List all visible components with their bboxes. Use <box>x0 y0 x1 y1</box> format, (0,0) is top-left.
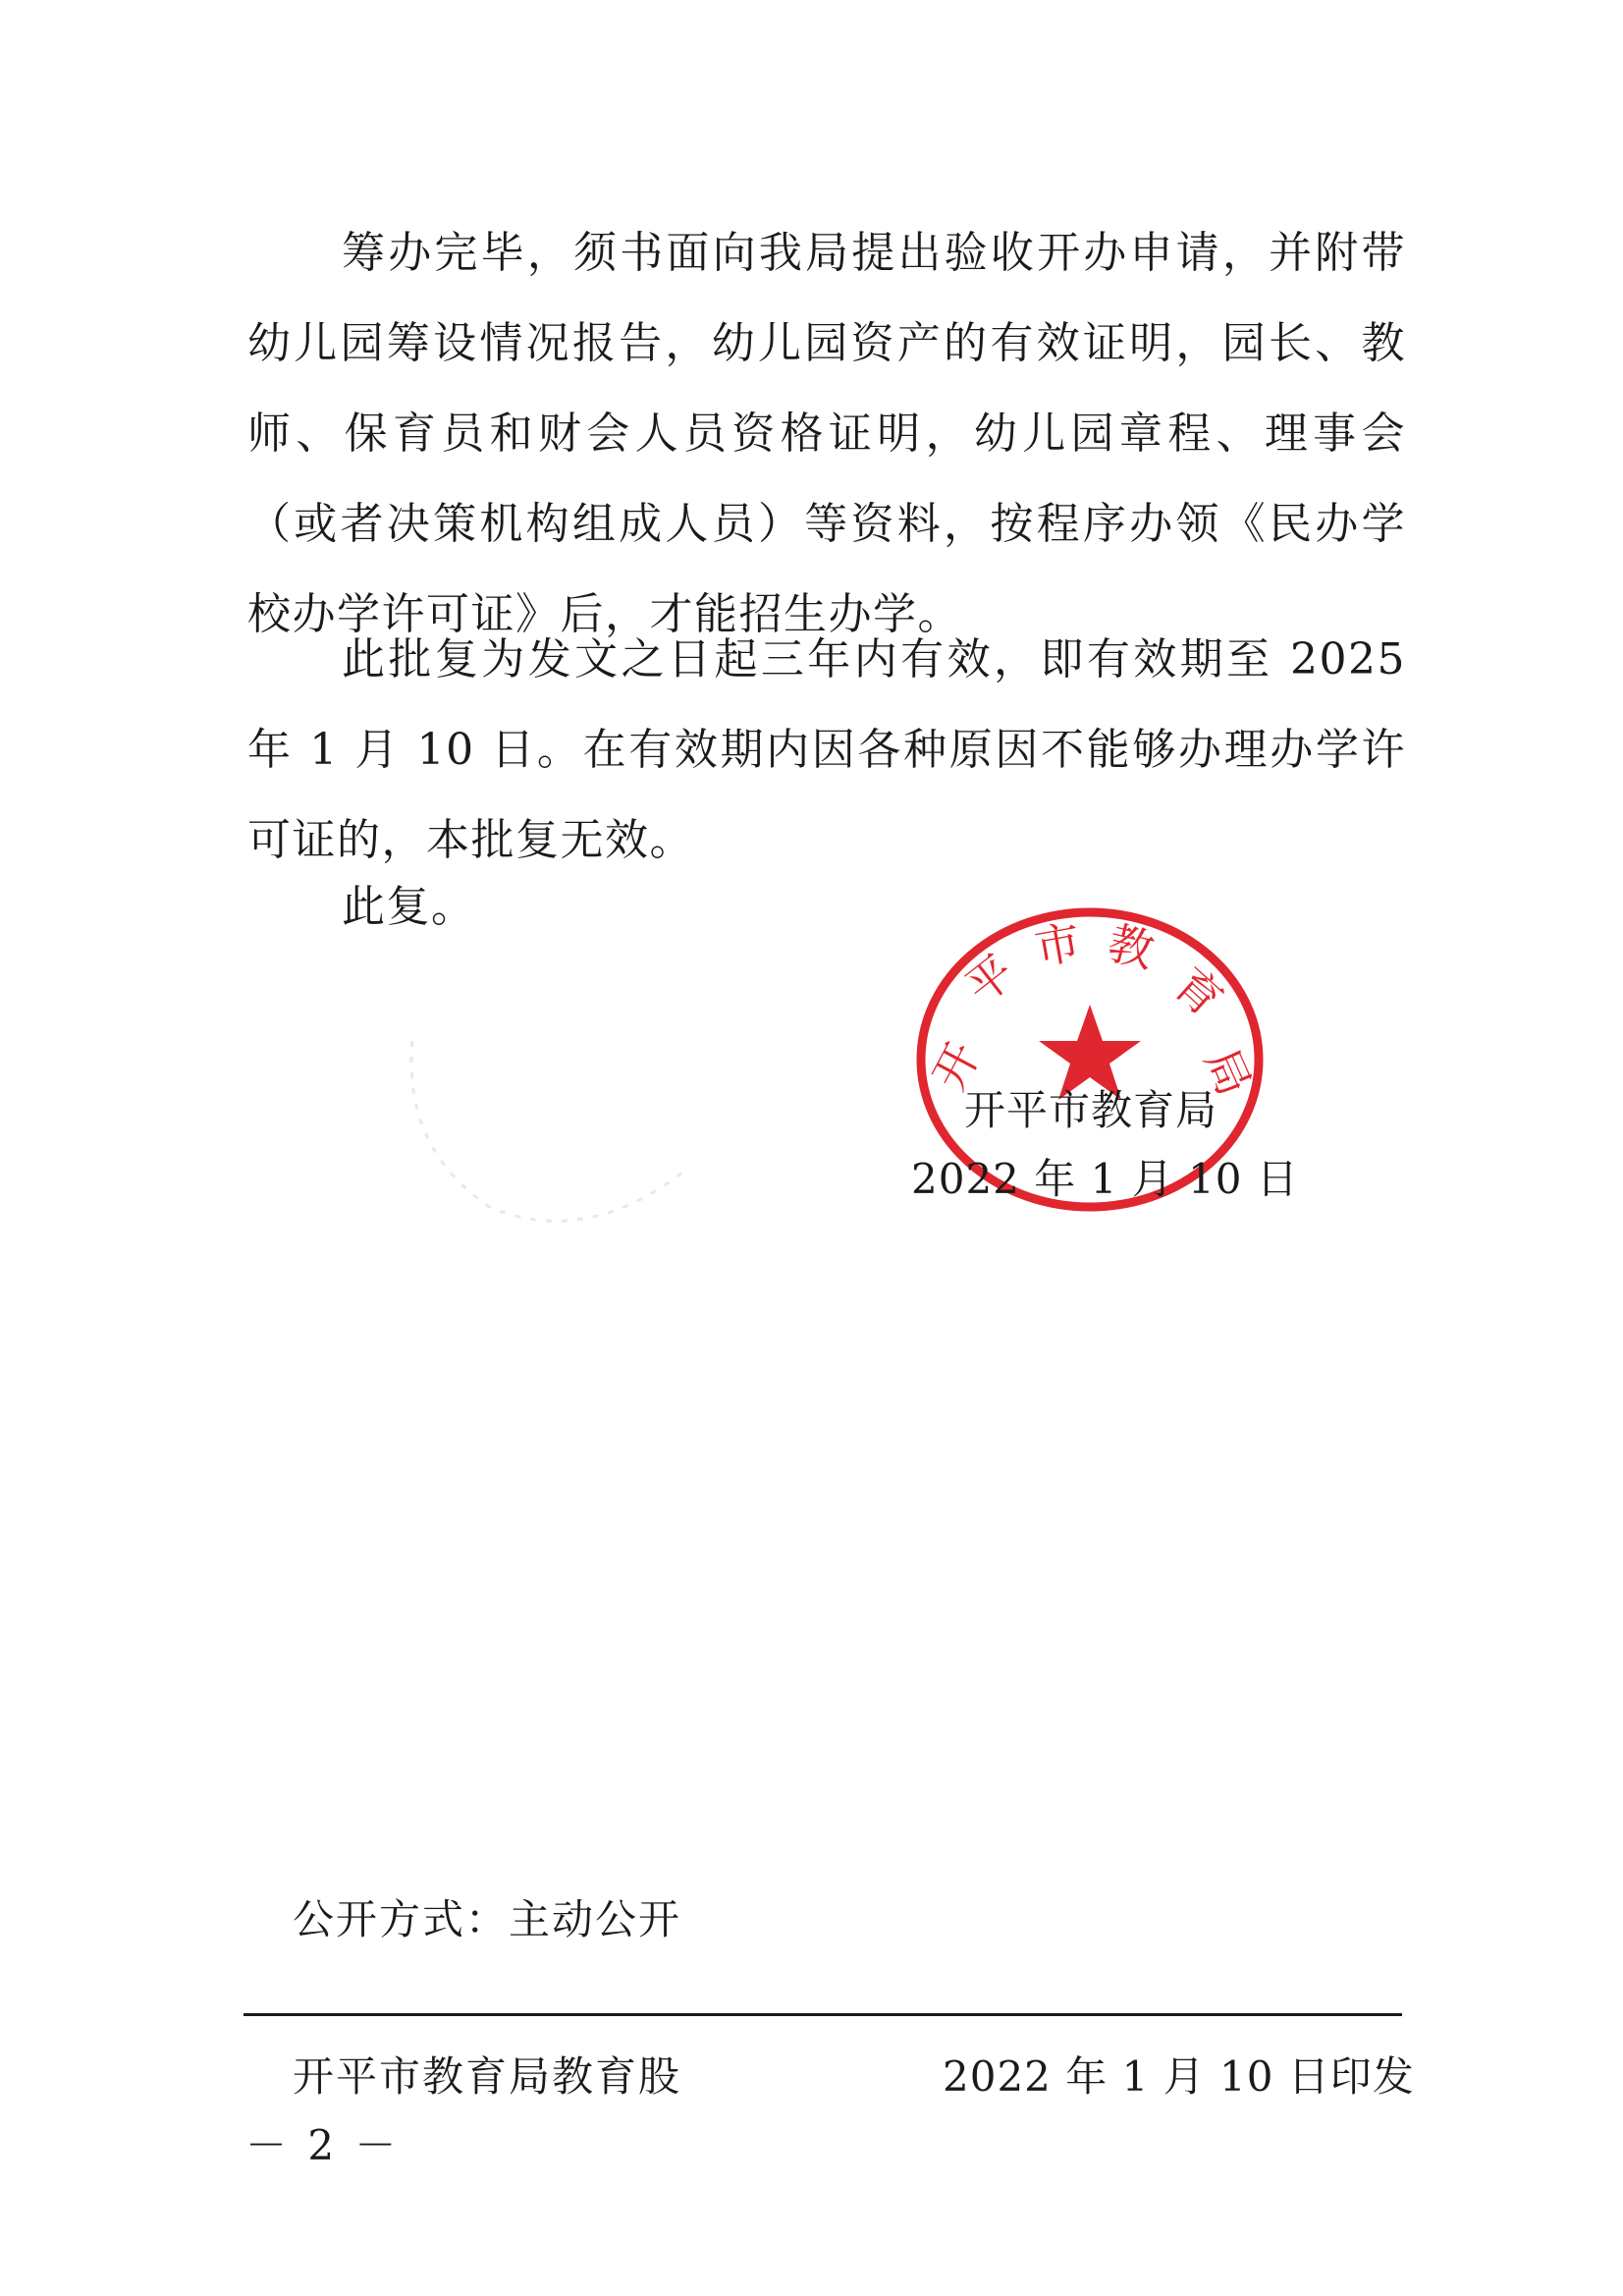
bleed-through-mark <box>393 1031 717 1228</box>
seal-char: 教 <box>1103 915 1160 979</box>
seal-char: 平 <box>955 944 1024 1014</box>
seal-char: 开 <box>922 1033 991 1099</box>
footer-print-date: 2022 年 1 月 10 日印发 <box>943 2052 1415 2101</box>
issuer-name: 开平市教育局 <box>964 1086 1218 1134</box>
disclosure-method: 公开方式：主动公开 <box>293 1895 682 1943</box>
closing-phrase: 此复。 <box>342 882 476 932</box>
body-paragraph: 此批复为发文之日起三年内有效，即有效期至 2025 年 1 月 10 日。在有效期内因各种原因不能够办理办学许可证的，本批复无效。 <box>247 634 1406 865</box>
footer-department: 开平市教育局教育股 <box>293 2052 682 2101</box>
issue-date: 2022 年 1 月 10 日 <box>911 1155 1299 1203</box>
page-number: － 2 － <box>245 2121 401 2169</box>
seal-char: 局 <box>1194 1040 1262 1104</box>
footer-top-rule <box>243 2013 1402 2016</box>
seal-char: 育 <box>1163 957 1233 1027</box>
body-paragraph: 筹办完毕，须书面向我局提出验收开办申请，并附带幼儿园筹设情况报告，幼儿园资产的有效证明，园长、教师、保育员和财会人员资格证明，幼儿园章程、理事会（或者决策机构组成人员）等资料，按程序办领《民办学校办学许可证》后，才能招生办学。 <box>247 228 1406 639</box>
seal-char: 市 <box>1030 914 1085 975</box>
